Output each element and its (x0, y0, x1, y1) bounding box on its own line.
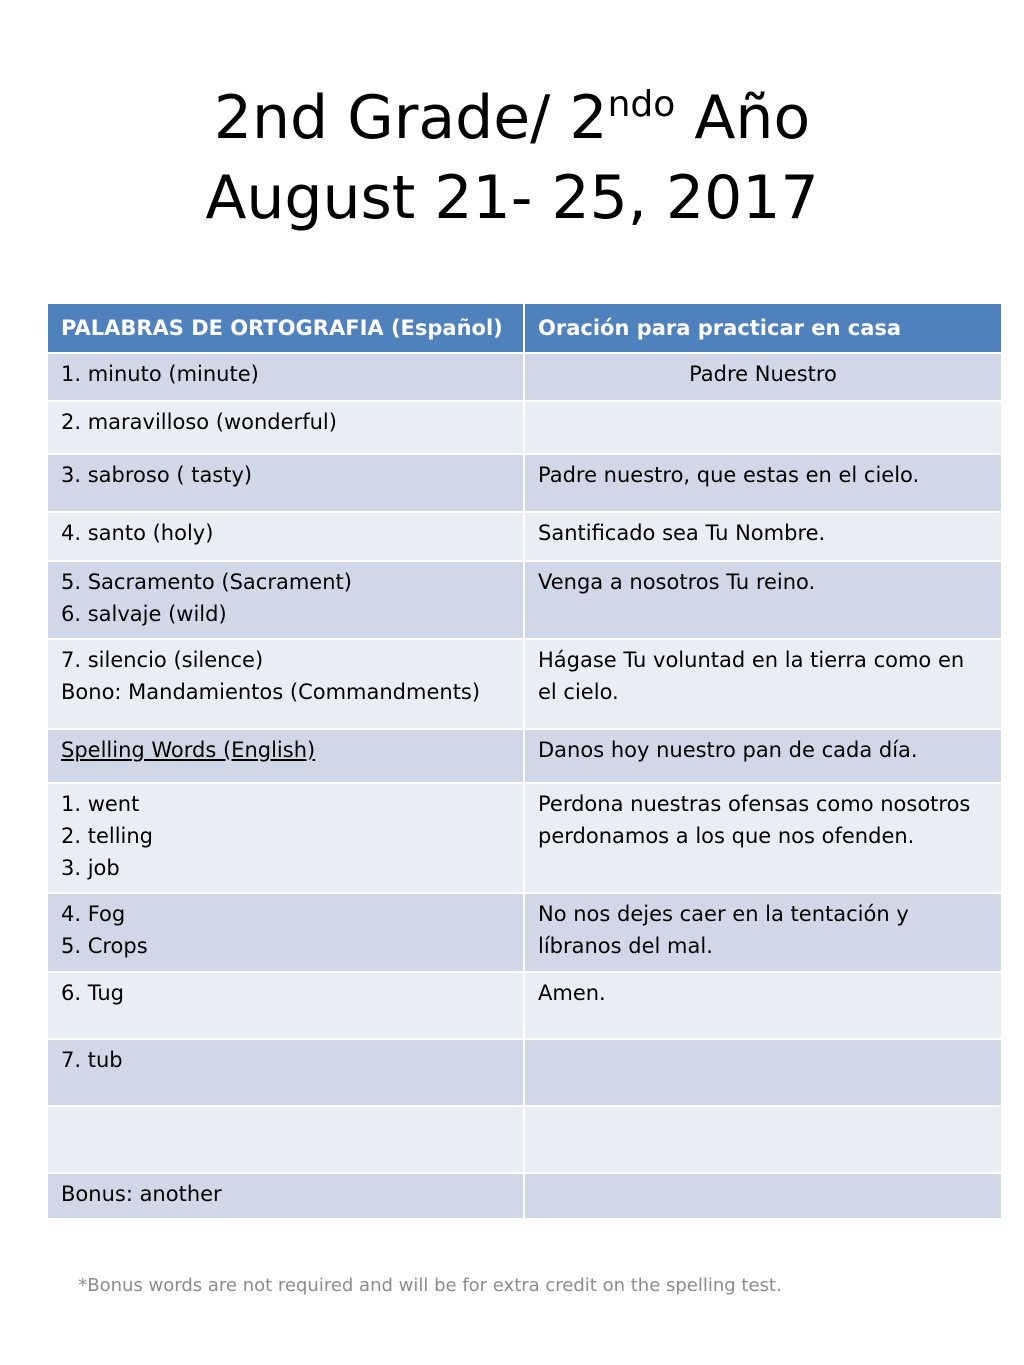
title-line-1 (0, 78, 1024, 158)
spelling-cell (47, 401, 524, 454)
spelling-cell (47, 972, 524, 1039)
prayer-cell (524, 729, 1002, 783)
cell-line: 6. salvaje (wild) (61, 602, 227, 626)
spelling-cell (47, 783, 524, 893)
spelling-cell (47, 639, 524, 729)
prayer-cell (524, 1173, 1002, 1219)
cell-line: Amen. (538, 981, 606, 1005)
prayer-cell (524, 512, 1002, 561)
spelling-cell (47, 729, 524, 783)
title-line-2: August 21- 25, 2017 (205, 163, 819, 233)
cell-line: 1. went (61, 792, 140, 816)
table-row (47, 1173, 1002, 1219)
table-row (47, 972, 1002, 1039)
prayer-cell (524, 561, 1002, 639)
prayer-cell (524, 454, 1002, 512)
header-prayer: Oración para practicar en casa (524, 303, 1002, 353)
cell-line: Santificado sea Tu Nombre. (538, 521, 826, 545)
table-row (47, 512, 1002, 561)
cell-line: 2. maravilloso (wonderful) (61, 410, 337, 434)
spelling-prayer-table (46, 302, 1003, 1220)
spelling-cell (47, 1173, 524, 1219)
prayer-cell (524, 639, 1002, 729)
prayer-cell (524, 353, 1002, 401)
table-row (47, 893, 1002, 972)
cell-line: 7. tub (61, 1048, 123, 1072)
prayer-cell (524, 401, 1002, 454)
table-header-row (47, 303, 1002, 353)
footnote: *Bonus words are not required and will be for extra credit on the spelling test. (78, 1275, 782, 1296)
title-grade: 2nd Grade/ 2 (213, 83, 608, 153)
cell-line: No nos dejes caer en la tentación y (538, 902, 909, 926)
cell-line: líbranos del mal. (538, 934, 713, 958)
cell-line: Venga a nosotros Tu reino. (538, 570, 816, 594)
table-row (47, 561, 1002, 639)
cell-line: el cielo. (538, 680, 619, 704)
prayer-cell (524, 972, 1002, 1039)
cell-line: 4. Fog (61, 902, 126, 926)
table-row (47, 454, 1002, 512)
header-spelling-words: PALABRAS DE ORTOGRAFIA (Español) (47, 303, 524, 353)
cell-line: Padre Nuestro (689, 362, 837, 386)
title-year-word: Año (675, 83, 811, 153)
table-row (47, 729, 1002, 783)
cell-line: Perdona nuestras ofensas como nosotros (538, 792, 971, 816)
cell-line: 3. job (61, 856, 120, 880)
cell-line: Bono: Mandamientos (Commandments) (61, 680, 481, 704)
table-row (47, 783, 1002, 893)
cell-line: Danos hoy nuestro pan de cada día. (538, 738, 918, 762)
english-words-heading: Spelling Words (English) (61, 738, 316, 762)
prayer-cell (524, 783, 1002, 893)
spelling-cell (47, 893, 524, 972)
table-row (47, 353, 1002, 401)
cell-line: 5. Sacramento (Sacrament) (61, 570, 352, 594)
cell-line: 3. sabroso ( tasty) (61, 463, 253, 487)
page-title (0, 78, 1024, 238)
cell-line: 6. Tug (61, 981, 124, 1005)
cell-line: Padre nuestro, que estas en el cielo. (538, 463, 920, 487)
cell-line: 4. santo (holy) (61, 521, 214, 545)
table-row (47, 1039, 1002, 1106)
title-superscript: ndo (607, 84, 676, 125)
table-row (47, 1106, 1002, 1173)
prayer-cell (524, 893, 1002, 972)
cell-line: 1. minuto (minute) (61, 362, 259, 386)
prayer-cell (524, 1039, 1002, 1106)
prayer-cell (524, 1106, 1002, 1173)
spelling-cell (47, 353, 524, 401)
cell-line: Bonus: another (61, 1182, 222, 1206)
cell-line: 5. Crops (61, 934, 148, 958)
spelling-cell (47, 1106, 524, 1173)
spelling-cell (47, 454, 524, 512)
table-row (47, 401, 1002, 454)
spelling-cell (47, 1039, 524, 1106)
spelling-cell (47, 512, 524, 561)
cell-line: 7. silencio (silence) (61, 648, 264, 672)
spelling-cell (47, 561, 524, 639)
table-row (47, 639, 1002, 729)
cell-line: Hágase Tu voluntad en la tierra como en (538, 648, 965, 672)
cell-line: perdonamos a los que nos ofenden. (538, 824, 915, 848)
cell-line: 2. telling (61, 824, 154, 848)
